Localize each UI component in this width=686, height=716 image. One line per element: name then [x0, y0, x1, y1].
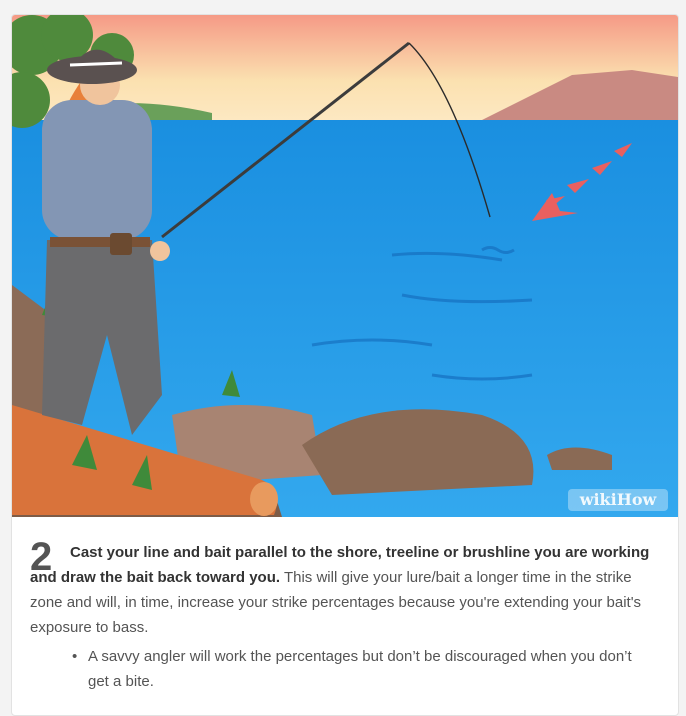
wikihow-watermark	[568, 489, 668, 511]
step-headline: Cast your line and bait parallel to the shore, treeline or brushline you are working and draw the bait back toward you.	[30, 544, 650, 586]
watermark-text: wikiHow	[579, 490, 657, 509]
tip-text: A savvy angler will work the percentages but don’t be discouraged when you don’t get a bite.	[88, 648, 632, 690]
step-body: This will give your lure/bait a longer time in the strike zone and will, in time, increase your strike percentages because you're extending your bait's exposure to bass.	[30, 569, 642, 636]
tips-list	[72, 644, 642, 694]
step-card	[11, 14, 679, 716]
step-description	[30, 540, 666, 640]
step-illustration	[12, 15, 678, 517]
tip-item	[72, 644, 642, 694]
bullet: •	[72, 648, 78, 665]
step-number: 2	[30, 535, 53, 579]
